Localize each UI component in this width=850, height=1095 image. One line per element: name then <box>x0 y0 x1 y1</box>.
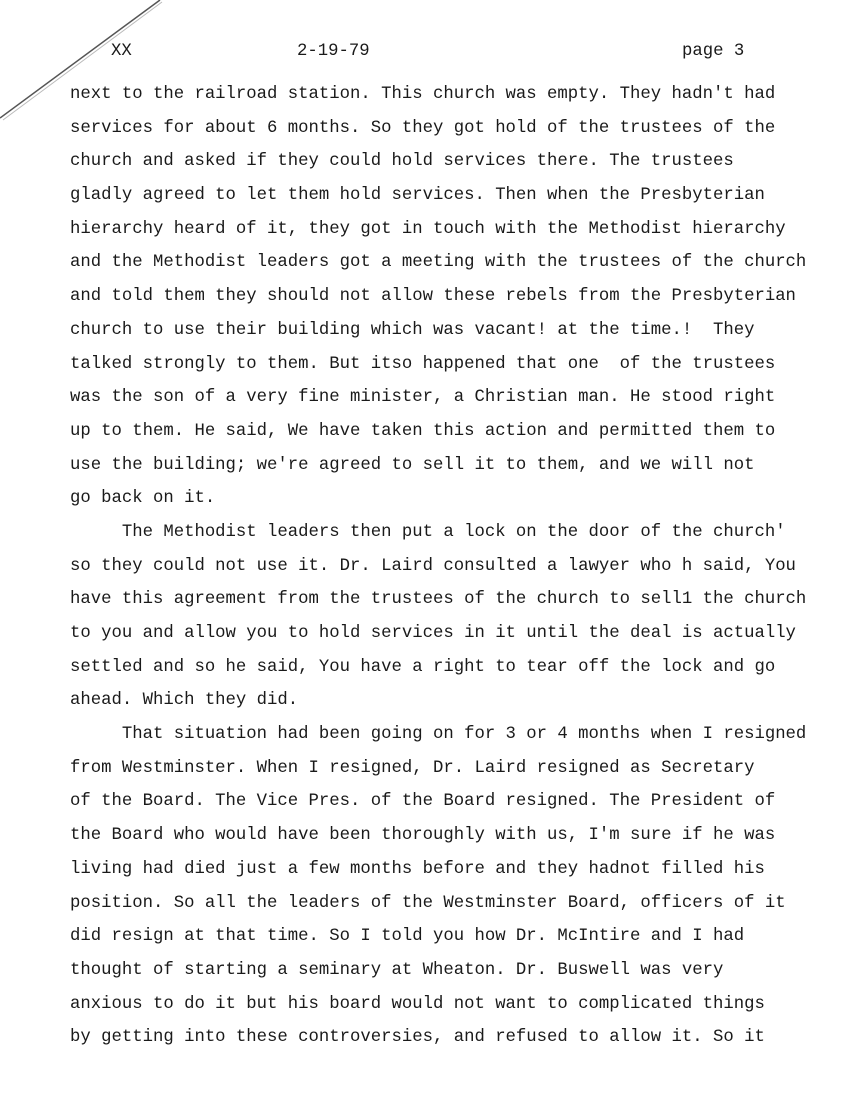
body-text <box>70 78 806 1055</box>
text-line: to you and allow you to hold services in it until the deal is actually <box>70 624 796 643</box>
text-line: so they could not use it. Dr. Laird consulted a lawyer who h said, You <box>70 556 796 576</box>
text-line: church and asked if they could hold services there. The trustees <box>70 152 734 172</box>
header-date: 2-19-79 <box>297 42 370 61</box>
text-line: and told them they should not allow these rebels from the Presbyterian <box>70 287 796 307</box>
text-line: thought of starting a seminary at Wheaton. Dr. Buswell was very <box>70 960 724 980</box>
text-line: That situation had been going on for 3 or 4 months when I resigned <box>70 725 807 745</box>
text-line: talked strongly to them. But itso happened that one of the trustees <box>70 354 776 374</box>
text-line: The Methodist leaders then put a lock on the door of the church' <box>70 522 786 542</box>
text-line: gladly agreed to let them hold services. Then when the Presbyterian <box>70 186 765 206</box>
text-line: of the Board. The Vice Pres. of the Board resigned. The President of <box>70 792 776 812</box>
text-line: settled and so he said, You have a right to tear off the lock and go <box>70 657 776 677</box>
text-line: did resign at that time. So I told you how Dr. McIntire and I had <box>70 927 745 947</box>
text-line: services for about 6 months. So they got hold of the trustees of the <box>70 118 776 138</box>
text-line: by getting into these controversies, and refused to allow it. So it <box>70 1028 765 1048</box>
text-line: living had died just a few months before and they hadnot filled his <box>70 859 765 879</box>
text-line: position. So all the leaders of the Westminster Board, officers of it <box>70 893 786 913</box>
text-line: up to them. He said, We have taken this action and permitted them to <box>70 421 776 441</box>
text-line: have this agreement from the trustees of the church to sell1 the church <box>70 590 807 610</box>
text-line: and the Methodist leaders got a meeting with the trustees of the church <box>70 253 807 273</box>
text-line: church to use their building which was vacant! at the time.! They <box>70 320 755 340</box>
text-line: next to the railroad station. This church was empty. They hadn't had <box>70 85 776 104</box>
header-initials: XX <box>111 42 132 61</box>
text-line: go back on it. <box>70 489 216 509</box>
text-line: use the building; we're agreed to sell it to them, and we will not <box>70 455 755 475</box>
text-line: anxious to do it but his board would not want to complicated things <box>70 994 765 1014</box>
text-line: was the son of a very fine minister, a Christian man. He stood right <box>70 388 776 408</box>
text-line: ahead. Which they did. <box>70 691 299 711</box>
text-line: the Board who would have been thoroughly with us, I'm sure if he was <box>70 826 776 846</box>
header-page-number: page 3 <box>682 42 745 61</box>
text-line: hierarchy heard of it, they got in touch with the Methodist hierarchy <box>70 219 786 239</box>
text-line: from Westminster. When I resigned, Dr. Laird resigned as Secretary <box>70 758 755 778</box>
